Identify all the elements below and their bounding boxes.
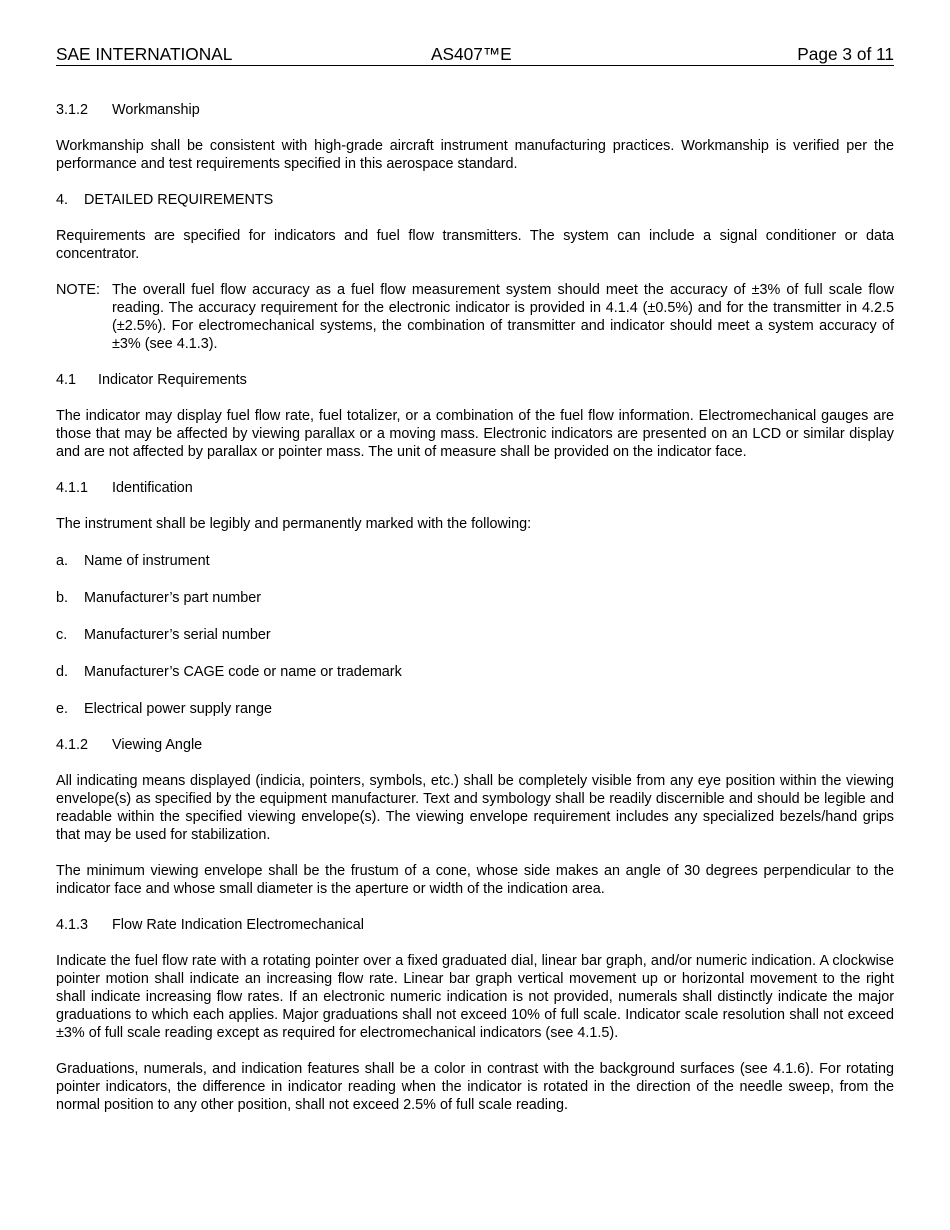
section-heading-3-1-2 — [56, 101, 894, 119]
list-text: Manufacturer’s CAGE code or name or trademark — [84, 664, 402, 680]
list-text: Electrical power supply range — [84, 701, 272, 717]
note-block — [56, 281, 894, 353]
page-header — [56, 42, 894, 66]
section-title: Viewing Angle — [112, 737, 203, 753]
paragraph: Requirements are specified for indicators and fuel flow transmitters. The system can include a signal conditioner or data concentrator. — [56, 228, 894, 262]
section-title: Identification — [112, 480, 193, 496]
header-org: SAE INTERNATIONAL — [56, 44, 233, 64]
section-title: DETAILED REQUIREMENTS — [84, 192, 274, 208]
header-page-number: Page 3 of 11 — [797, 44, 894, 64]
section-heading-4 — [56, 191, 894, 209]
section-number: 4.1.1 — [56, 480, 89, 496]
list-marker: e. — [56, 701, 69, 717]
paragraph: Indicate the fuel flow rate with a rotating pointer over a fixed graduated dial, linear bar graph, and/or numeric indication. A clockwise pointer motion shall indicate an increasing flow rate. Linear bar graph vertical movement up or horizontal movement to the right shall indicate increasing flow rates. If an electronic numeric indication is not provided, numerals shall distinctly indicate the major graduations to which each applies. Major graduations shall not exceed 10% of full scale. Indicator scale resolution shall not exceed ±3% of full scale reading except as required for electromechanical indicators (see 4.1.5). — [56, 953, 894, 1041]
list-item — [56, 589, 894, 607]
list-item — [56, 626, 894, 644]
section-heading-4-1 — [56, 371, 894, 389]
list-item — [56, 552, 894, 570]
list-marker: d. — [56, 664, 69, 680]
list-item — [56, 700, 894, 718]
section-heading-4-1-3 — [56, 916, 894, 934]
section-heading-4-1-2 — [56, 736, 894, 754]
note-label: NOTE: — [56, 282, 100, 298]
paragraph: Workmanship shall be consistent with high-grade aircraft instrument manufacturing practices. Workmanship is verified per the performance and test requirements specified in this aerospace standard. — [56, 138, 894, 172]
section-number: 4. — [56, 192, 69, 208]
section-heading-4-1-1 — [56, 479, 894, 497]
paragraph: The minimum viewing envelope shall be the frustum of a cone, whose side makes an angle of 30 degrees perpendicular to the indicator face and whose small diameter is the aperture or width of the indication area. — [56, 863, 894, 897]
note-text: The overall fuel flow accuracy as a fuel flow measurement system should meet the accuracy of ±3% of full scale flow reading. The accuracy requirement for the electronic indicator is provided in 4.1.4 (±0.5%) and for the transmitter in 4.2.5 (±2.5%). For electromechanical systems, the combination of transmitter and indicator should meet a system accuracy of ±3% (see 4.1.3). — [112, 282, 894, 352]
section-number: 4.1.2 — [56, 737, 89, 753]
header-doc-number: AS407™E — [431, 44, 512, 64]
list-text: Manufacturer’s part number — [84, 590, 262, 606]
section-title: Indicator Requirements — [98, 372, 247, 388]
list-marker: a. — [56, 553, 69, 569]
list-marker: c. — [56, 627, 68, 643]
section-title: Flow Rate Indication Electromechanical — [112, 917, 364, 933]
section-number: 3.1.2 — [56, 102, 89, 118]
list-item — [56, 663, 894, 681]
paragraph: Graduations, numerals, and indication features shall be a color in contrast with the background surfaces (see 4.1.6). For rotating pointer indicators, the difference in indicator reading when the indicator is rotated in the direction of the needle sweep, from the normal position to any other position, shall not exceed 2.5% of full scale reading. — [56, 1061, 894, 1113]
list-marker: b. — [56, 590, 69, 606]
section-title: Workmanship — [112, 102, 200, 118]
list-text: Name of instrument — [84, 553, 210, 569]
paragraph: All indicating means displayed (indicia, pointers, symbols, etc.) shall be completely visible from any eye position within the viewing envelope(s) as specified by the equipment manufacturer. Text and symbology shall be readily discernible and should be legible and readable within the specified viewing envelope(s). The viewing envelope requirement includes any specialized bezels/hand grips that may be used for stabilization. — [56, 773, 894, 843]
document-page — [56, 42, 894, 1114]
section-number: 4.1.3 — [56, 917, 89, 933]
paragraph: The instrument shall be legibly and permanently marked with the following: — [56, 516, 532, 532]
section-number: 4.1 — [56, 372, 77, 388]
list-text: Manufacturer’s serial number — [84, 627, 271, 643]
paragraph: The indicator may display fuel flow rate, fuel totalizer, or a combination of the fuel flow information. Electromechanical gauges are those that may be affected by viewing parallax or a moving mass. Electronic indicators are presented on an LCD or similar display and are not affected by parallax or pointer mass. The unit of measure shall be provided on the indicator face. — [56, 408, 894, 460]
